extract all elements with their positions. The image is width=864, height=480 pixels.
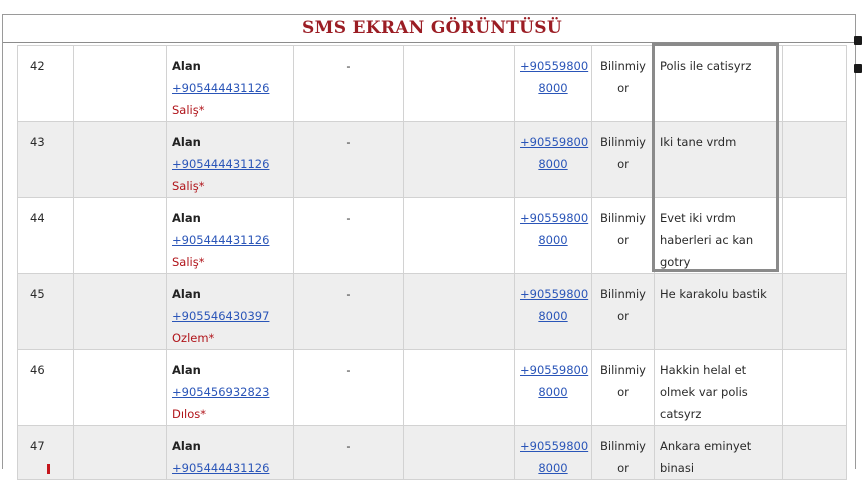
status-cell [592, 198, 655, 274]
contact-name: Saliş* [172, 103, 205, 117]
sender-phone-link[interactable]: +905546430397 [172, 309, 270, 323]
message-line: He karakolu bastik [660, 287, 767, 301]
sender-cell [167, 198, 294, 274]
table-row [18, 122, 847, 198]
receiver-cell [515, 198, 592, 274]
empty-cell [783, 198, 847, 274]
contact-name: Saliş* [172, 255, 205, 269]
status-text-cont: or [617, 309, 629, 323]
margin-mark [854, 64, 862, 73]
status-text-cont: or [617, 81, 629, 95]
sender-cell [167, 350, 294, 426]
message-line: Iki tane vrdm [660, 135, 737, 149]
status-text-cont: or [617, 233, 629, 247]
receiver-cell [515, 46, 592, 122]
margin-mark [47, 464, 50, 474]
message-cell [655, 350, 783, 426]
receiver-cell [515, 122, 592, 198]
empty-cell [783, 274, 847, 350]
sender-cell [167, 426, 294, 480]
status-text-cont: or [617, 385, 629, 399]
empty-cell [404, 122, 515, 198]
receiver-phone-link[interactable]: +90559800 [520, 135, 589, 149]
empty-cell [74, 274, 167, 350]
row-number: 42 [18, 46, 74, 122]
status-cell [592, 426, 655, 480]
message-line: Evet iki vrdm [660, 211, 736, 225]
sender-cell [167, 122, 294, 198]
message-line: Ankara eminyet [660, 439, 752, 453]
message-line: haberleri ac kan [660, 233, 754, 247]
dash-cell: - [294, 122, 404, 198]
row-number: 46 [18, 350, 74, 426]
message-line: Hakkin helal et [660, 363, 747, 377]
table-row [18, 426, 847, 480]
status-text: Bilinmiy [600, 59, 646, 73]
status-cell [592, 46, 655, 122]
empty-cell [783, 46, 847, 122]
receiver-cell [515, 274, 592, 350]
dash-cell: - [294, 274, 404, 350]
contact-name: Saliş* [172, 179, 205, 193]
status-text: Bilinmiy [600, 287, 646, 301]
receiver-phone-link[interactable]: +90559800 [520, 363, 589, 377]
status-text-cont: or [617, 157, 629, 171]
row-number: 45 [18, 274, 74, 350]
dash-cell: - [294, 198, 404, 274]
sender-phone-link[interactable]: +905456932823 [172, 385, 270, 399]
sender-phone-link[interactable]: +905444431126 [172, 233, 270, 247]
sender-name: Alan [172, 363, 201, 377]
empty-cell [74, 198, 167, 274]
empty-cell [404, 426, 515, 480]
margin-mark [854, 36, 862, 45]
message-line: binasi [660, 461, 695, 475]
sender-phone-link[interactable]: +905444431126 [172, 81, 270, 95]
message-line: olmek var polis [660, 385, 748, 399]
dash-cell: - [294, 350, 404, 426]
status-text: Bilinmiy [600, 439, 646, 453]
empty-cell [74, 426, 167, 480]
status-text: Bilinmiy [600, 363, 646, 377]
message-line: Polis ile catisyrz [660, 59, 752, 73]
table-row [18, 350, 847, 426]
message-line: gotry [660, 255, 691, 269]
dash-cell: - [294, 426, 404, 480]
status-cell [592, 350, 655, 426]
table-row [18, 198, 847, 274]
receiver-phone-link[interactable]: +90559800 [520, 439, 589, 453]
receiver-phone-link-cont[interactable]: 8000 [538, 157, 568, 171]
receiver-phone-link-cont[interactable]: 8000 [538, 461, 568, 475]
status-cell [592, 274, 655, 350]
receiver-phone-link-cont[interactable]: 8000 [538, 233, 568, 247]
sender-cell [167, 46, 294, 122]
status-text: Bilinmiy [600, 211, 646, 225]
receiver-phone-link[interactable]: +90559800 [520, 211, 589, 225]
status-text-cont: or [617, 461, 629, 475]
message-cell [655, 46, 783, 122]
empty-cell [74, 122, 167, 198]
sender-name: Alan [172, 59, 201, 73]
empty-cell [74, 350, 167, 426]
message-cell [655, 122, 783, 198]
receiver-phone-link[interactable]: +90559800 [520, 59, 589, 73]
message-line: catsyrz [660, 407, 702, 421]
table-row [18, 46, 847, 122]
row-number: 47 [18, 426, 74, 480]
row-number: 43 [18, 122, 74, 198]
sender-name: Alan [172, 439, 201, 453]
sender-phone-link[interactable]: +905444431126 [172, 157, 270, 171]
sender-name: Alan [172, 211, 201, 225]
empty-cell [404, 198, 515, 274]
receiver-phone-link-cont[interactable]: 8000 [538, 81, 568, 95]
message-cell [655, 274, 783, 350]
message-cell [655, 198, 783, 274]
empty-cell [404, 46, 515, 122]
empty-cell [783, 426, 847, 480]
page-title: SMS EKRAN GÖRÜNTÜSÜ [302, 18, 562, 38]
dash-cell: - [294, 46, 404, 122]
receiver-phone-link-cont[interactable]: 8000 [538, 385, 568, 399]
title-divider [3, 42, 855, 43]
empty-cell [74, 46, 167, 122]
sender-phone-link[interactable]: +905444431126 [172, 461, 270, 475]
empty-cell [783, 350, 847, 426]
receiver-cell [515, 350, 592, 426]
status-text: Bilinmiy [600, 135, 646, 149]
receiver-cell [515, 426, 592, 480]
sender-name: Alan [172, 287, 201, 301]
message-cell [655, 426, 783, 480]
receiver-phone-link[interactable]: +90559800 [520, 287, 589, 301]
status-cell [592, 122, 655, 198]
empty-cell [404, 274, 515, 350]
sender-name: Alan [172, 135, 201, 149]
sms-table [17, 45, 847, 480]
contact-name: Ozlem* [172, 331, 215, 345]
empty-cell [783, 122, 847, 198]
receiver-phone-link-cont[interactable]: 8000 [538, 309, 568, 323]
row-number: 44 [18, 198, 74, 274]
contact-name: Dılos* [172, 407, 207, 421]
empty-cell [404, 350, 515, 426]
sender-cell [167, 274, 294, 350]
table-row [18, 274, 847, 350]
